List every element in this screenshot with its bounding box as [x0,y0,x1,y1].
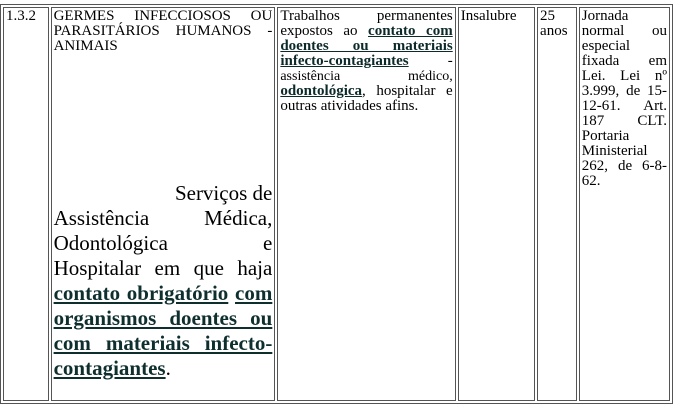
work-text-3: assistência médico, [280,69,453,84]
agent-cell [51,7,276,401]
classification-cell: Insalubre [458,7,535,401]
work-text-2: - [408,53,453,69]
service-text [54,206,273,381]
work-text-1: Trabalhos permanentes expostos ao [280,8,453,39]
observations-cell: Jornada normal ou especial fixada em Lei. Lei nº 3.999, de 15-12-61. Art. 187 CLT. Portaria Ministerial 262, de 6-8-62. [579,7,670,401]
work-text-4: , hospitalar e outras atividades afins. [280,83,453,114]
regulation-table [0,4,673,404]
service-text-space [228,281,235,305]
work-emphasis-contact: contato com doentes ou materiais infecto-contagiantes [280,23,453,69]
row-code: 1.3.2 [3,7,49,401]
service-text-part: Assistência Médica, Odontológica e Hospitalar em que haja [53,206,273,280]
years-cell: 25 anos [537,7,577,401]
service-line-1: Serviços de [174,181,273,205]
work-emphasis-odonto: odontológica [280,83,363,99]
service-emphasis-com: com [235,281,273,305]
service-description [54,181,273,381]
table-row [3,7,670,401]
service-emphasis-organisms: organismos doentes ou com materiais infecto-contagiantes [53,306,273,380]
agent-name: GERMES INFECCIOSOS OU PARASITÁRIOS HUMANOS - ANIMAIS [53,8,273,54]
service-end: . [165,356,171,380]
work-description-cell [277,7,455,401]
service-emphasis-contact: contato obrigatório [53,281,229,305]
